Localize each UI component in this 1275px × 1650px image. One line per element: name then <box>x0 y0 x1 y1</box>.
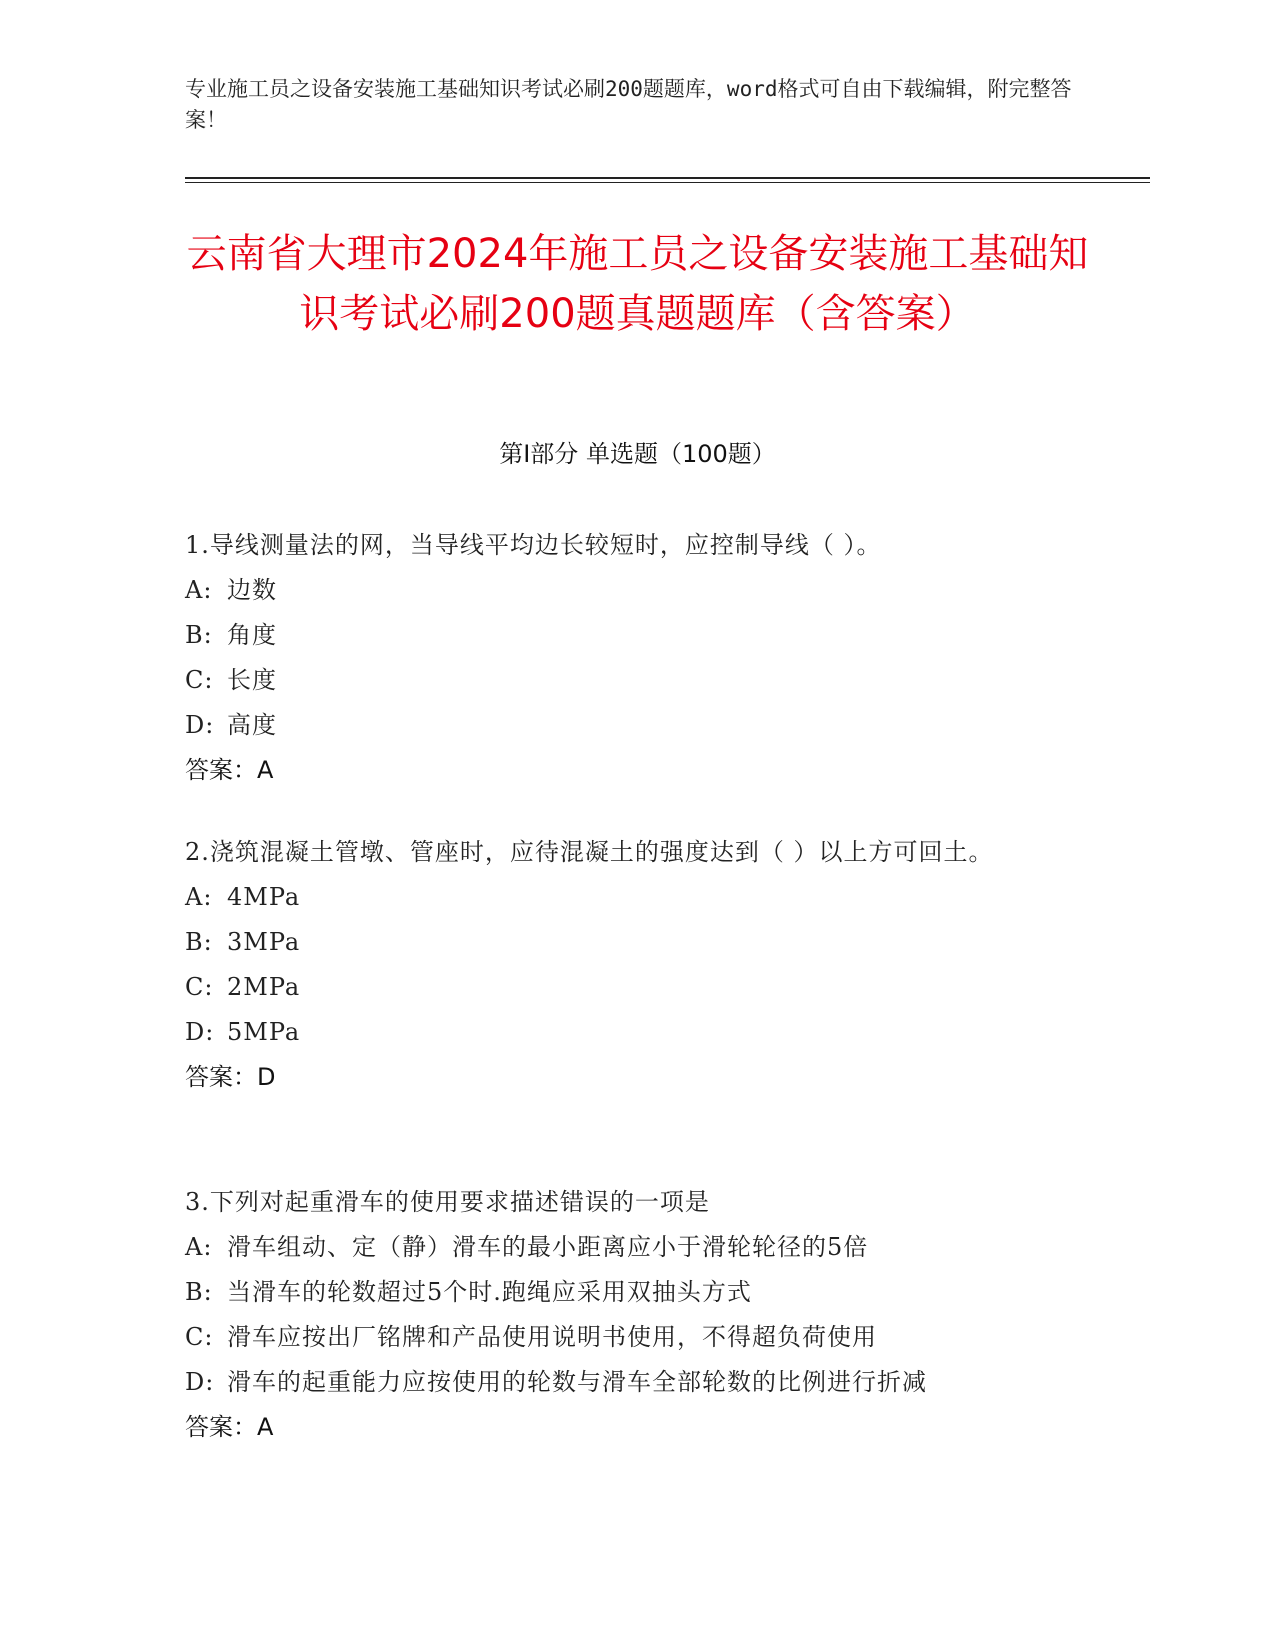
option-letter: D: <box>185 1018 215 1046</box>
option-letter: C: <box>185 1323 214 1351</box>
question-3 <box>185 1180 1105 1450</box>
question-1 <box>185 523 1105 793</box>
option-d <box>185 1010 1105 1055</box>
option-text: 当滑车的轮数超过5个时.跑绳应采用双抽头方式 <box>227 1278 752 1306</box>
option-text: 滑车应按出厂铭牌和产品使用说明书使用，不得超负荷使用 <box>227 1323 877 1351</box>
section-heading: 第Ⅰ部分 单选题（100题） <box>499 440 776 468</box>
option-c <box>185 658 1105 703</box>
question-stem: 3.下列对起重滑车的使用要求描述错误的一项是 <box>185 1188 710 1216</box>
header-divider-thick <box>185 177 1150 179</box>
option-b <box>185 1270 1105 1315</box>
option-letter: C: <box>185 973 214 1001</box>
option-text: 角度 <box>227 621 277 649</box>
question-stem: 2.浇筑混凝土管墩、管座时，应待混凝土的强度达到（ ）以上方可回土。 <box>185 838 994 866</box>
question-2 <box>185 830 1105 1100</box>
answer-line: 答案：D <box>185 1063 276 1091</box>
option-letter: C: <box>185 666 214 694</box>
option-d <box>185 703 1105 748</box>
option-text: 长度 <box>227 666 277 694</box>
option-b <box>185 920 1105 965</box>
option-letter: A: <box>185 883 213 911</box>
option-letter: D: <box>185 711 215 739</box>
option-d <box>185 1360 1105 1405</box>
header-divider-thin <box>185 182 1150 183</box>
option-letter: B: <box>185 1278 213 1306</box>
option-text: 3MPa <box>227 928 301 956</box>
option-a <box>185 568 1105 613</box>
option-b <box>185 613 1105 658</box>
option-text: 滑车的起重能力应按使用的轮数与滑车全部轮数的比例进行折减 <box>227 1368 927 1396</box>
option-text: 边数 <box>227 576 277 604</box>
option-text: 滑车组动、定（静）滑车的最小距离应小于滑轮轮径的5倍 <box>227 1233 869 1261</box>
option-c <box>185 965 1105 1010</box>
option-a <box>185 875 1105 920</box>
option-text: 2MPa <box>227 973 301 1001</box>
option-text: 高度 <box>227 711 277 739</box>
header-note: 专业施工员之设备安装施工基础知识考试必刷200题题库，word格式可自由下载编辑，附完整答案！ <box>185 77 1072 132</box>
document-title: 云南省大理市2024年施工员之设备安装施工基础知识考试必刷200题真题题库（含答案） <box>186 231 1089 337</box>
option-a <box>185 1225 1105 1270</box>
option-text: 5MPa <box>227 1018 301 1046</box>
answer-line: 答案：A <box>185 756 274 784</box>
question-stem: 1.导线测量法的网，当导线平均边长较短时，应控制导线（ ）。 <box>185 531 882 559</box>
answer-line: 答案：A <box>185 1413 274 1441</box>
option-letter: B: <box>185 621 213 649</box>
option-letter: B: <box>185 928 213 956</box>
option-letter: A: <box>185 1233 213 1261</box>
option-letter: A: <box>185 576 213 604</box>
option-text: 4MPa <box>227 883 301 911</box>
option-c <box>185 1315 1105 1360</box>
option-letter: D: <box>185 1368 215 1396</box>
